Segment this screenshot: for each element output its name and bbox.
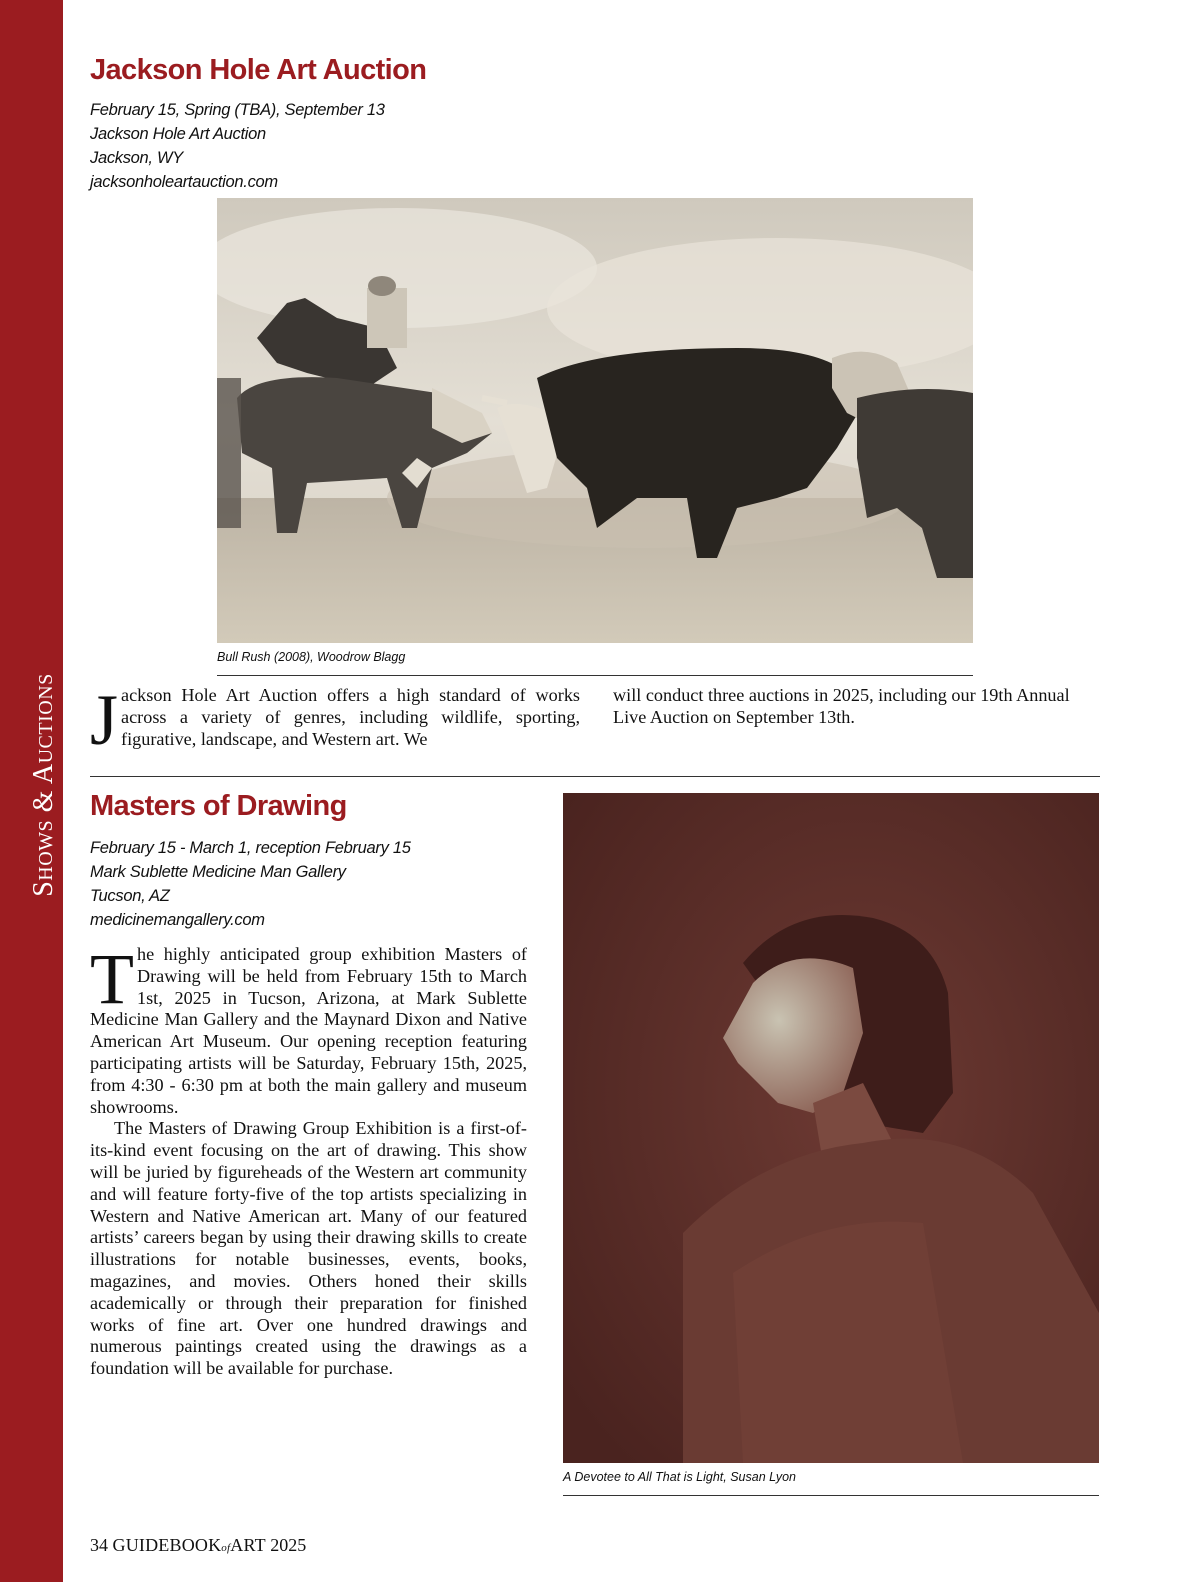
section2-image-caption: A Devotee to All That is Light, Susan Lyon <box>563 1470 797 1484</box>
caption-divider <box>217 675 973 676</box>
section1-body-part1: ackson Hole Art Auction offers a high standard of works across a variety of genres, including wildlife, sporting, figurative, landscape, and Western art. We <box>121 685 580 749</box>
section1-venue: Jackson Hole Art Auction <box>90 125 266 143</box>
section-divider <box>90 776 1100 777</box>
section2-meta <box>90 836 411 932</box>
page-number: 34 <box>90 1535 108 1555</box>
bull-rush-artwork <box>217 198 973 643</box>
caption2-divider <box>563 1495 1099 1496</box>
section-label: Shows & Auctions <box>28 673 59 897</box>
page-footer <box>90 1535 306 1556</box>
section1-body-right <box>613 685 1101 729</box>
section1-location: Jackson, WY <box>90 149 183 167</box>
section2-body-p1: he highly anticipated group exhibition Masters of Drawing will be held from February 15th to March 1st, 2025 in Tucson, Arizona, at Mark Sublette Medicine Man Gallery and the Maynard Dixon and Native American Art Museum. Our opening reception featuring participating artists will be Saturday, February 15th, 2025, from 4:30 - 6:30 pm at both the main gallery and museum showrooms. <box>90 944 527 1117</box>
section1-dropcap: J <box>90 680 119 760</box>
section1-title: Jackson Hole Art Auction <box>90 54 427 86</box>
section1-website[interactable]: jacksonholeartauction.com <box>90 173 278 191</box>
section2-venue: Mark Sublette Medicine Man Gallery <box>90 863 346 881</box>
devotee-portrait-artwork <box>563 793 1099 1463</box>
section2-body-p2: The Masters of Drawing Group Exhibition is a first-of-its-kind event focusing on the art of drawing. This show will be juried by figureheads of the Western art community and will feature forty-five of the top artists specializing in Western and Native American art. Many of our featured artists’ careers began by using their drawing skills to create illustrations for notable businesses, events, books, magazines, and movies. Others honed their skills academically or through their preparation for finished works of fine art. Over one hundred drawings and numerous paintings created using the drawings as a foundation will be available for purchase. <box>90 1118 527 1379</box>
section2-title: Masters of Drawing <box>90 790 347 822</box>
section2-location: Tucson, AZ <box>90 887 170 905</box>
section2-website[interactable]: medicinemangallery.com <box>90 911 265 929</box>
section-sidebar <box>0 0 63 1582</box>
section1-body-left <box>90 680 580 760</box>
section2-dates: February 15 - March 1, reception February 15 <box>90 839 411 857</box>
section1-dates: February 15, Spring (TBA), September 13 <box>90 101 385 119</box>
section1-meta <box>90 98 385 194</box>
publication-name: GUIDEBOOKofART <box>112 1535 266 1555</box>
section1-body-part2: will conduct three auctions in 2025, including our 19th Annual Live Auction on September 13th. <box>613 685 1070 727</box>
publication-year: 2025 <box>270 1535 307 1555</box>
section2-dropcap: T <box>90 939 134 1019</box>
section1-image-caption: Bull Rush (2008), Woodrow Blagg <box>217 650 406 664</box>
section2-body <box>90 939 527 1380</box>
